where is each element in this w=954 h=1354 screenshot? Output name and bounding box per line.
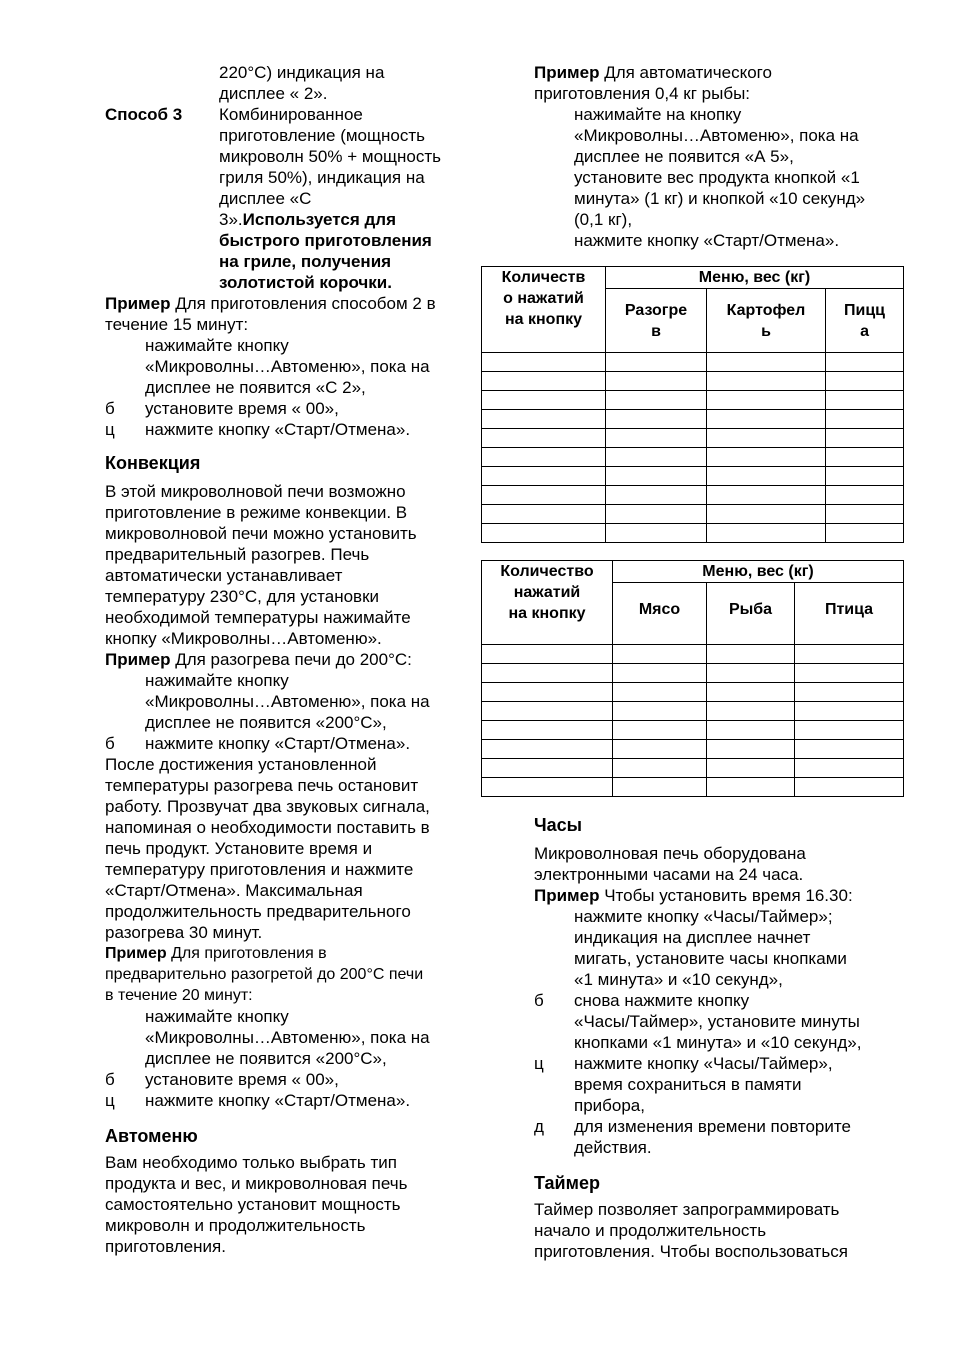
text-line: нажмите кнопку «Часы/Таймер»;: [574, 907, 833, 926]
table-cell: [613, 702, 707, 721]
table-cell: [482, 645, 613, 664]
text-line: в течение 20 минут:: [105, 987, 253, 1004]
header-line: о нажатий: [503, 290, 584, 307]
table-cell: [482, 467, 606, 486]
table-cell: [826, 524, 904, 543]
menu-weight-header: Меню, вес (кг): [606, 267, 904, 289]
text-line: приготовления.: [105, 1237, 226, 1256]
table-cell: [613, 778, 707, 797]
table-cell: [826, 372, 904, 391]
text-line: работу. Прозвучат два звуковых сигнала,: [105, 797, 430, 816]
step-marker: б: [105, 1070, 115, 1089]
method-3: [105, 104, 465, 293]
table-row: [482, 410, 904, 429]
table-cell: [606, 486, 707, 505]
bold-fragment: Используется для: [242, 210, 396, 229]
step-item: [105, 335, 465, 398]
left-column: [105, 62, 465, 1257]
text-line: время сохраниться в памяти: [574, 1075, 802, 1094]
text-line: «Часы/Таймер», установите минуты: [574, 1012, 860, 1031]
table-row: [482, 353, 904, 372]
table-cell: [826, 467, 904, 486]
section-heading-automenu: Автоменю: [105, 1126, 198, 1146]
step-marker: б: [105, 734, 115, 753]
table-cell: [613, 683, 707, 702]
example-5: [534, 885, 904, 906]
table-cell: [795, 740, 904, 759]
table-row: [482, 759, 904, 778]
count-header: [482, 267, 606, 353]
table-cell: [826, 410, 904, 429]
table-row: [482, 740, 904, 759]
method-3-label: Способ 3: [105, 105, 183, 124]
text-line: кнопку «Микроволны…Автоменю».: [105, 629, 382, 648]
text-line: дисплее не появится «А 5»,: [574, 147, 794, 166]
text-line: нажмите кнопку «Старт/Отмена».: [574, 231, 840, 250]
table-row: [482, 467, 904, 486]
text-line: нажимайте кнопку: [145, 671, 289, 690]
clock-text: [534, 843, 904, 885]
step-item: [534, 990, 904, 1053]
example-2: [105, 649, 465, 670]
bold-line: на гриле, получения: [219, 252, 392, 271]
step-item: [534, 906, 904, 990]
column-header: [707, 289, 826, 353]
text-line: необходимой температуры нажимайте: [105, 608, 411, 627]
table-row: [482, 683, 904, 702]
table-cell: [606, 467, 707, 486]
example-1: [105, 293, 465, 314]
example-label: Пример: [534, 886, 600, 905]
text-line: дисплее не появится «С 2»,: [145, 378, 366, 397]
text-line: кнопками «1 минута» и «10 секунд»,: [574, 1033, 862, 1052]
automenu-table-2: [481, 560, 904, 797]
text-line: приготовления 0,4 кг рыбы:: [534, 84, 751, 103]
table-cell: [606, 353, 707, 372]
table-row: [482, 524, 904, 543]
text-line: действия.: [574, 1138, 652, 1157]
table-cell: [606, 372, 707, 391]
text-line: приготовления. Чтобы воспользоваться: [534, 1242, 848, 1261]
table-cell: [482, 410, 606, 429]
text-line: снова нажмите кнопку: [574, 991, 750, 1010]
table-cell: [707, 702, 795, 721]
table-row: [482, 645, 904, 664]
example-text: Чтобы установить время 16.30:: [599, 886, 853, 905]
step-marker: [105, 335, 145, 398]
text-line: нажимайте на кнопку: [574, 105, 742, 124]
text-line: предварительный разогрев. Печь: [105, 545, 370, 564]
text-line: «Старт/Отмена». Максимальная: [105, 881, 363, 900]
example-text: Для автоматического: [599, 63, 772, 82]
table-cell: [707, 467, 826, 486]
menu-weight-header: Меню, вес (кг): [613, 561, 904, 583]
section-heading-timer: Таймер: [534, 1173, 600, 1193]
convection-text: [105, 481, 465, 649]
table-cell: [707, 740, 795, 759]
table-cell: [795, 683, 904, 702]
text-line: прибора,: [574, 1096, 645, 1115]
section-heading-convection: Конвекция: [105, 453, 201, 473]
text-line: автоматически устанавливает: [105, 566, 343, 585]
text-line: температуру приготовления и нажмите: [105, 860, 414, 879]
step-marker: д: [534, 1117, 544, 1136]
table-cell: [707, 372, 826, 391]
table-cell: [482, 505, 606, 524]
bold-line: быстрого приготовления: [219, 231, 432, 250]
text-line: нажмите кнопку «Старт/Отмена».: [145, 420, 411, 439]
table-cell: [795, 778, 904, 797]
step-item: [105, 398, 465, 419]
table-cell: [482, 721, 613, 740]
table-cell: [482, 759, 613, 778]
text-line: продолжительность предварительного: [105, 902, 411, 921]
text-line: разогрева 30 минут.: [105, 923, 263, 942]
table-cell: [606, 448, 707, 467]
table-cell: [826, 505, 904, 524]
section-heading-clock: Часы: [534, 815, 583, 835]
column-header: [826, 289, 904, 353]
table-cell: [707, 486, 826, 505]
table-cell: [482, 740, 613, 759]
column-header: [606, 289, 707, 353]
table-cell: [482, 486, 606, 505]
right-column-top: [534, 62, 904, 251]
table-cell: [795, 664, 904, 683]
text-line: температуру 230°C, для установки: [105, 587, 380, 606]
header-line: Количество: [500, 563, 594, 580]
table-cell: [707, 410, 826, 429]
text-line: установите вес продукта кнопкой «1: [574, 168, 860, 187]
example-label: Пример: [105, 650, 171, 669]
table-cell: [482, 683, 613, 702]
header-line: Разогре: [624, 301, 688, 319]
table-cell: [707, 391, 826, 410]
text-line: индикация на дисплее начнет: [574, 928, 811, 947]
table-cell: [707, 505, 826, 524]
table-cell: [482, 702, 613, 721]
table-cell: [613, 664, 707, 683]
table-cell: [826, 448, 904, 467]
text-line: приготовление в режиме конвекции. В: [105, 503, 408, 522]
step-marker: [105, 670, 145, 733]
step-marker: ц: [534, 1054, 544, 1073]
text-line: продукта и вес, и микроволновая печь: [105, 1174, 408, 1193]
text-line: микроволн 50% + мощность: [219, 147, 441, 166]
step-marker: [534, 906, 574, 990]
table-cell: [795, 645, 904, 664]
step-item: [105, 1090, 465, 1111]
table-cell: [606, 391, 707, 410]
header-line: в: [651, 322, 661, 340]
text-line: Вам необходимо только выбрать тип: [105, 1153, 397, 1172]
step-marker: б: [534, 991, 544, 1010]
table-cell: [795, 721, 904, 740]
text-line: нажимайте кнопку: [145, 336, 289, 355]
table-cell: [606, 524, 707, 543]
table-cell: [707, 721, 795, 740]
example-label: Пример: [534, 63, 600, 82]
text-line: нажмите кнопку «Часы/Таймер»,: [574, 1054, 833, 1073]
table-row: [482, 372, 904, 391]
step-item: [105, 1069, 465, 1090]
text-line: «Микроволны…Автоменю», пока на: [145, 1028, 430, 1047]
table-row: [482, 429, 904, 448]
text-line: «Микроволны…Автоменю», пока на: [574, 126, 859, 145]
text-line: «1 минута» и «10 секунд»,: [574, 970, 783, 989]
header-line: а: [860, 322, 869, 340]
text-line: печь продукт. Установите время и: [105, 839, 373, 858]
header-line: Количеств: [501, 269, 586, 286]
table-cell: [707, 429, 826, 448]
table-cell: [613, 740, 707, 759]
table-cell: [482, 372, 606, 391]
text-line: нажмите кнопку «Старт/Отмена».: [145, 1091, 411, 1110]
text-line: для изменения времени повторите: [574, 1117, 851, 1136]
table-cell: [826, 429, 904, 448]
table-cell: [482, 448, 606, 467]
step-item: [105, 1006, 465, 1069]
table-cell: [606, 429, 707, 448]
table-cell: [482, 353, 606, 372]
text-line: (0,1 кг),: [574, 210, 633, 229]
text-line: самостоятельно установит мощность: [105, 1195, 401, 1214]
text-line: дисплее не появится «200°C»,: [145, 713, 387, 732]
table-body: [482, 353, 904, 543]
column-header: Рыба: [707, 583, 795, 645]
example-label: Пример: [105, 294, 171, 313]
table-cell: [826, 353, 904, 372]
table-row: [482, 778, 904, 797]
table-cell: [482, 391, 606, 410]
text-line: нажимайте кнопку: [145, 1007, 289, 1026]
table-cell: [826, 486, 904, 505]
table-cell: [707, 664, 795, 683]
automenu-table-1: [481, 266, 904, 543]
step-marker: б: [105, 399, 115, 418]
table-row: [482, 448, 904, 467]
example-4: [534, 62, 904, 83]
column-header: Птица: [795, 583, 904, 645]
text-line: температуры разогрева печь остановит: [105, 776, 419, 795]
header-line: нажатий: [513, 584, 581, 601]
text-line: Микроволновая печь оборудована: [534, 844, 806, 863]
step-item: [105, 670, 465, 733]
table-cell: [613, 645, 707, 664]
step-item: [534, 1053, 904, 1116]
step-marker: ц: [105, 420, 115, 439]
header-line: на кнопку: [504, 311, 583, 328]
column-header: Мясо: [613, 583, 707, 645]
right-column-bottom: [534, 814, 904, 1262]
text-line: установите время « 00»,: [145, 1070, 339, 1089]
text-line: электронными часами на 24 часа.: [534, 865, 804, 884]
text-line: гриля 50%), индикация на: [219, 168, 425, 187]
step-marker: [105, 1006, 145, 1069]
step-item: [105, 419, 465, 440]
table-row: [482, 391, 904, 410]
header-line: Картофел: [726, 301, 806, 319]
text-line: напоминая о необходимости поставить в: [105, 818, 430, 837]
example-3: [105, 943, 465, 964]
timer-text: [534, 1199, 904, 1262]
table-cell: [482, 664, 613, 683]
table-row: [482, 664, 904, 683]
convection-after-text: [105, 754, 465, 943]
table-cell: [613, 721, 707, 740]
text-line: течение 15 минут:: [105, 315, 249, 334]
step-marker: ц: [105, 1091, 115, 1110]
table-row: [482, 702, 904, 721]
bold-line: золотистой корочки.: [219, 273, 392, 292]
table-cell: [707, 778, 795, 797]
automenu-text: [105, 1152, 465, 1257]
example-text: Для приготовления в: [166, 945, 327, 962]
header-line: ь: [761, 322, 771, 340]
step-item: [534, 1116, 904, 1158]
text-line: В этой микроволновой печи возможно: [105, 482, 406, 501]
table-row: [482, 721, 904, 740]
table-cell: [613, 759, 707, 778]
table-cell: [482, 778, 613, 797]
text-line: дисплее не появится «200°C»,: [145, 1049, 387, 1068]
table-cell: [707, 759, 795, 778]
table-cell: [707, 645, 795, 664]
table-cell: [707, 683, 795, 702]
text-fragment: 3».: [219, 210, 243, 229]
table-cell: [707, 448, 826, 467]
table-row: [482, 486, 904, 505]
header-line: на кнопку: [508, 605, 586, 622]
text-line: предварительно разогретой до 200°C печи: [105, 966, 424, 983]
step-item: [105, 733, 465, 754]
text-line: 220°C) индикация на: [219, 63, 385, 82]
table-body: [482, 645, 904, 797]
text-line: микроволновой печи можно установить: [105, 524, 417, 543]
table-row: [482, 505, 904, 524]
count-header: [482, 561, 613, 645]
text-line: Комбинированное: [219, 105, 363, 124]
text-line: приготовление (мощность: [219, 126, 425, 145]
example-label: Пример: [105, 945, 167, 962]
example-text: Для приготовления способом 2 в: [170, 294, 436, 313]
text-line: минута» (1 кг) и кнопкой «10 секунд»: [574, 189, 866, 208]
table-cell: [707, 524, 826, 543]
text-line: установите время « 00»,: [145, 399, 339, 418]
text-line: дисплее « 2».: [219, 84, 328, 103]
header-line: Пицц: [844, 301, 886, 319]
table-cell: [606, 505, 707, 524]
intro-text: [105, 62, 465, 104]
table-cell: [482, 429, 606, 448]
text-line: «Микроволны…Автоменю», пока на: [145, 692, 430, 711]
text-line: нажмите кнопку «Старт/Отмена».: [145, 734, 411, 753]
example-text: Для разогрева печи до 200°C:: [170, 650, 412, 669]
text-line: мигать, установите часы кнопками: [574, 949, 847, 968]
text-line: начало и продолжительность: [534, 1221, 767, 1240]
table-cell: [795, 759, 904, 778]
table-cell: [826, 391, 904, 410]
table-cell: [795, 702, 904, 721]
text-line: микроволн и продолжительность: [105, 1216, 366, 1235]
table-cell: [707, 353, 826, 372]
table-cell: [606, 410, 707, 429]
text-line: «Микроволны…Автоменю», пока на: [145, 357, 430, 376]
text-line: Таймер позволяет запрограммировать: [534, 1200, 840, 1219]
text-line: После достижения установленной: [105, 755, 377, 774]
table-cell: [482, 524, 606, 543]
text-line: дисплее «С: [219, 189, 312, 208]
